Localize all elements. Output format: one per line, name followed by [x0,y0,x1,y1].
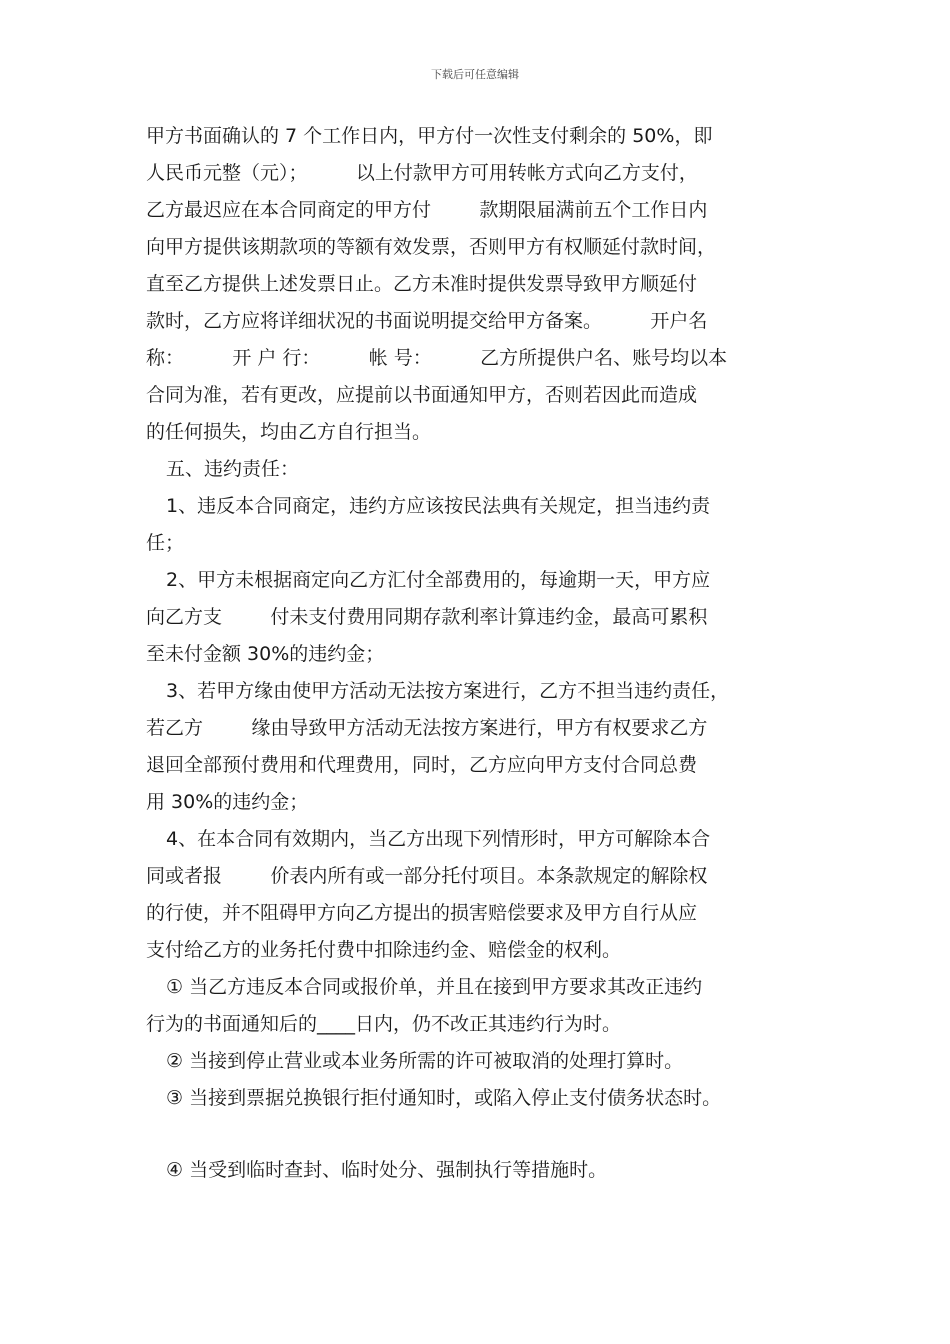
body-line: 人民币元整（元）； 以上付款甲方可用转帐方式向乙方支付， [146,162,698,184]
list-item: ③ 当接到票据兑换银行拒付通知时，或陷入停止支付债务状态时。 [166,1087,722,1109]
body-line: 向甲方提供该期款项的等额有效发票，否则甲方有权顺延付款时间， [146,236,717,258]
clause-line: 1、违反本合同商定，违约方应该按民法典有关规定，担当违约责 [166,495,711,517]
body-line: 称： 开 户 行： 帐 号： 乙方所提供户名、账号均以本 [146,347,728,369]
body-line: 的任何损失，均由乙方自行担当。 [146,421,432,443]
clause-line: 用 30%的违约金； [146,791,309,813]
list-item: ② 当接到停止营业或本业务所需的许可被取消的处理打算时。 [166,1050,684,1072]
section-heading: 五、违约责任： [166,458,300,480]
clause-line: 至未付金额 30%的违约金； [146,643,385,665]
body-line: 直至乙方提供上述发票日止。乙方未准时提供发票导致甲方顺延付 [146,273,698,295]
clause-line: 的行使，并不阻碍甲方向乙方提出的损害赔偿要求及甲方自行从应 [146,902,698,924]
body-line: 合同为准，若有更改，应提前以书面通知甲方，否则若因此而造成 [146,384,698,406]
list-item: ④ 当受到临时查封、临时处分、强制执行等措施时。 [166,1159,608,1181]
clause-line: 3、若甲方缘由使甲方活动无法按方案进行，乙方不担当违约责任， [166,680,730,702]
clause-line: 支付给乙方的业务托付费中扣除违约金、赔偿金的权利。 [146,939,622,961]
body-line: 款时，乙方应将详细状况的书面说明提交给甲方备案。 开户名 [146,310,708,332]
list-item: 行为的书面通知后的____日内，仍不改正其违约行为时。 [146,1013,622,1035]
clause-line: 向乙方支 付未支付费用同期存款利率计算违约金，最高可累积 [146,606,708,628]
clause-line: 同或者报 价表内所有或一部分托付项目。本条款规定的解除权 [146,865,708,887]
clause-line: 2、甲方未根据商定向乙方汇付全部费用的，每逾期一天，甲方应 [166,569,711,591]
body-line: 乙方最迟应在本合同商定的甲方付 款期限届满前五个工作日内 [146,199,708,221]
clause-line: 退回全部预付费用和代理费用，同时，乙方应向甲方支付合同总费 [146,754,698,776]
spacer [146,1117,826,1152]
document-body [146,118,826,1189]
clause-line: 任； [146,532,185,554]
clause-line: 4、在本合同有效期内，当乙方出现下列情形时，甲方可解除本合 [166,828,711,850]
body-line: 甲方书面确认的 7 个工作日内，甲方付一次性支付剩余的 50%，即 [146,125,713,147]
page-header: 下载后可任意编辑 [431,68,519,81]
list-item: ① 当乙方违反本合同或报价单，并且在接到甲方要求其改正违约 [166,976,703,998]
clause-line: 若乙方 缘由导致甲方活动无法按方案进行，甲方有权要求乙方 [146,717,708,739]
